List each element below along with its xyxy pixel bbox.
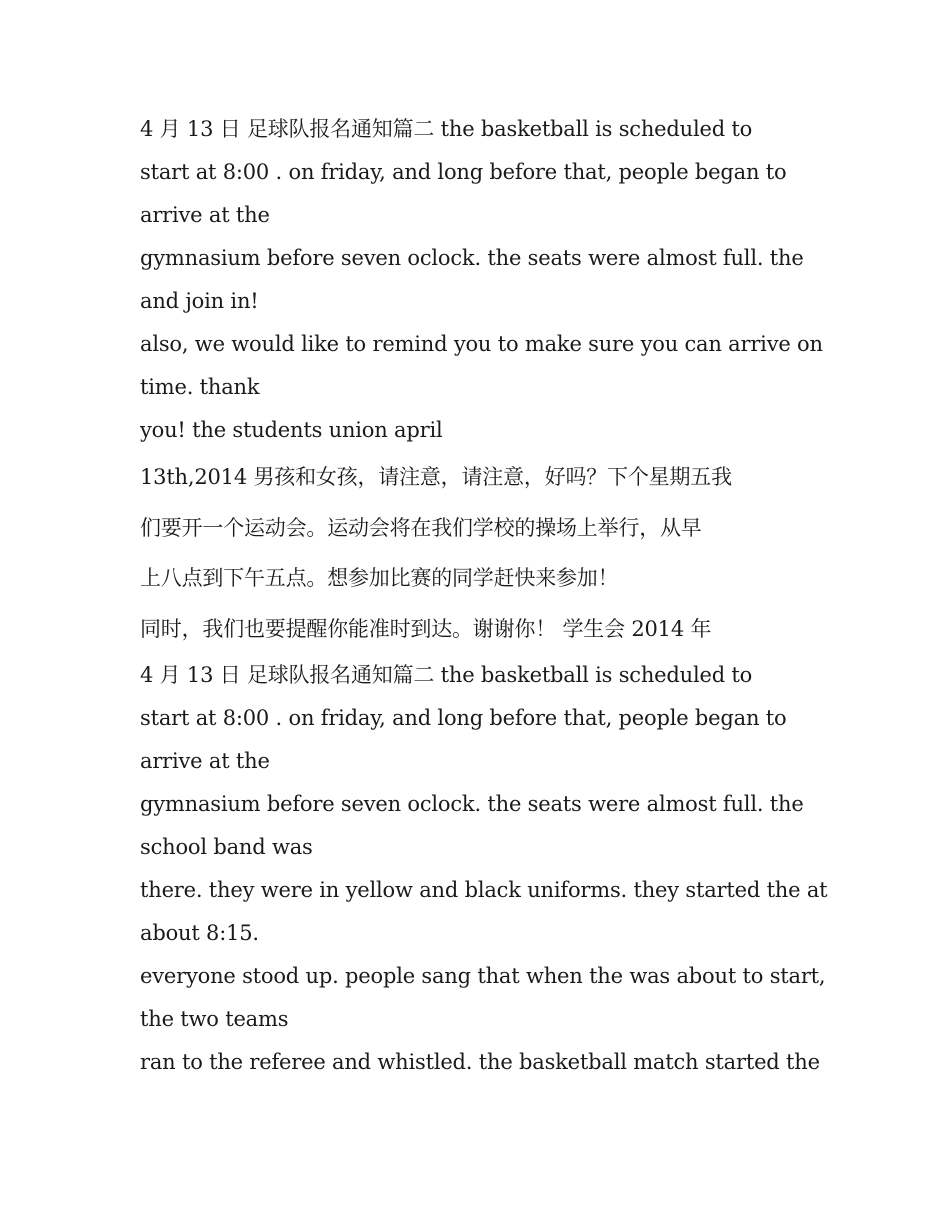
text-line: gymnasium before seven oclock. the seats were almost full. the: [140, 246, 804, 270]
text-line: 们要开一个运动会。运动会将在我们学校的操场上举行，从早: [140, 515, 702, 540]
text-line: gymnasium before seven oclock. the seats were almost full. the: [140, 792, 804, 816]
text-line: 4 月 13 日 足球队报名通知篇二 the basketball is scheduled to: [140, 663, 753, 687]
text-line: and join in!: [140, 289, 259, 313]
text-line: start at 8:00 . on friday, and long before that, people began to: [140, 160, 787, 184]
text-line: school band was: [140, 835, 313, 859]
text-line: 4 月 13 日 足球队报名通知篇二 the basketball is scheduled to: [140, 117, 753, 141]
text-line: about 8:15.: [140, 921, 259, 945]
text-line: everyone stood up. people sang that when the was about to start,: [140, 964, 826, 988]
text-line: arrive at the: [140, 203, 270, 227]
text-line: 上八点到下午五点。想参加比赛的同学赶快来参加！: [140, 566, 619, 590]
text-line: arrive at the: [140, 749, 270, 773]
text-line: start at 8:00 . on friday, and long before that, people began to: [140, 706, 787, 730]
text-line: you! the students union april: [140, 418, 443, 442]
text-line: ran to the referee and whistled. the basketball match started the: [140, 1050, 820, 1074]
text-line: there. they were in yellow and black uniforms. they started the at: [140, 878, 828, 902]
text-line: time. thank: [140, 375, 260, 399]
text-line: also, we would like to remind you to make sure you can arrive on: [140, 332, 823, 356]
text-line: the two teams: [140, 1007, 289, 1031]
text-line: 同时，我们也要提醒你能准时到达。谢谢你！ 学生会 2014 年: [140, 616, 712, 641]
text-line: 13th,2014 男孩和女孩，请注意，请注意，好吗？下个星期五我: [140, 465, 732, 489]
document-body: [140, 108, 828, 1084]
